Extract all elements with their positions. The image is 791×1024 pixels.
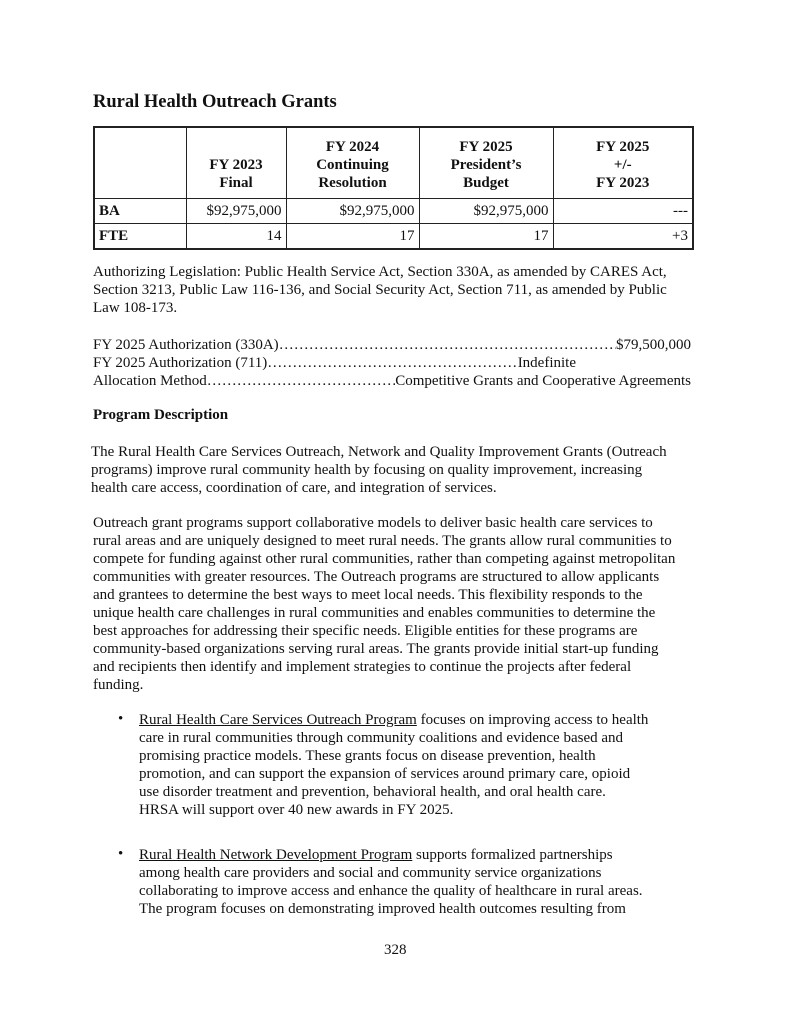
dot-leader bbox=[267, 354, 517, 372]
table-header-row bbox=[94, 127, 693, 199]
text-line: The program focuses on demonstrating improved health outcomes resulting from bbox=[139, 901, 626, 917]
table-cell: $92,975,000 bbox=[186, 199, 286, 224]
authorization-row bbox=[93, 372, 691, 390]
table-cell: 14 bbox=[186, 224, 286, 250]
paragraph-1 bbox=[91, 443, 667, 497]
dot-leader bbox=[207, 372, 396, 390]
authorization-value: Indefinite bbox=[517, 355, 576, 371]
text-line: The Rural Health Care Services Outreach, Network and Quality Improvement Grants (Outreach bbox=[91, 444, 667, 460]
text-line: Authorizing Legislation: Public Health Service Act, Section 330A, as amended by CARES Act, bbox=[93, 264, 667, 280]
text-line: funding. bbox=[93, 677, 144, 693]
text-line: compete for funding against other rural communities, rather than competing against metropolitan bbox=[93, 551, 676, 567]
authorization-value: Competitive Grants and Cooperative Agreements bbox=[395, 373, 691, 389]
dot-leader bbox=[279, 336, 616, 354]
table-header bbox=[94, 127, 186, 199]
authorization-row bbox=[93, 354, 576, 372]
text-line: programs) improve rural community health by focusing on quality improvement, increasing bbox=[91, 462, 643, 478]
bullet-item-outreach bbox=[139, 711, 648, 819]
budget-table bbox=[93, 126, 694, 250]
text-line: Law 108-173. bbox=[93, 300, 178, 316]
page-title: Rural Health Outreach Grants bbox=[93, 92, 337, 112]
paragraph-2 bbox=[93, 514, 675, 694]
text-line: unique health care challenges in rural communities and enables communities to determine the bbox=[93, 605, 656, 621]
text-line: and recipients then identify and implement strategies to continue the projects after federal bbox=[93, 659, 632, 675]
text-line: promising practice models. These grants focus on disease prevention, health bbox=[139, 748, 596, 764]
table-cell: FTE bbox=[94, 224, 186, 250]
text-span: supports formalized partnerships bbox=[412, 847, 613, 863]
table-cell: BA bbox=[94, 199, 186, 224]
text-line: promotion, and can support the expansion of services around primary care, opioid bbox=[139, 766, 631, 782]
text-line: collaborating to improve access and enhance the quality of healthcare in rural areas. bbox=[139, 883, 643, 899]
text-line: and grantees to determine the best ways to meet local needs. This flexibility responds to the bbox=[93, 587, 643, 603]
table-cell: +3 bbox=[553, 224, 693, 250]
text-line: among health care providers and social and community service organizations bbox=[139, 865, 602, 881]
section-heading: Program Description bbox=[93, 407, 229, 423]
table-header: FY 2024 Continuing Resolution bbox=[286, 127, 419, 199]
text-line: best approaches for addressing their specific needs. Eligible entities for these programs are bbox=[93, 623, 638, 639]
table-cell: --- bbox=[553, 199, 693, 224]
text-line bbox=[139, 711, 648, 729]
text-line: Section 3213, Public Law 116-136, and Social Security Act, Section 711, as amended by Public bbox=[93, 282, 667, 298]
page-number: 328 bbox=[384, 942, 407, 958]
table-row bbox=[94, 199, 693, 224]
program-link: Rural Health Network Development Program bbox=[139, 847, 413, 863]
authorization-label: Allocation Method bbox=[93, 373, 207, 389]
text-line: use disorder treatment and prevention, behavioral health, and oral health care. bbox=[139, 784, 606, 800]
bullet-item-network bbox=[139, 846, 643, 918]
table-header: FY 2023 Final bbox=[186, 127, 286, 199]
text-line: community-based organizations serving rural areas. The grants provide initial start-up funding bbox=[93, 641, 659, 657]
bullet-icon: • bbox=[118, 846, 124, 862]
text-line bbox=[139, 846, 643, 864]
table-cell: $92,975,000 bbox=[419, 199, 553, 224]
table-header: FY 2025 +/- FY 2023 bbox=[553, 127, 693, 199]
authorization-label: FY 2025 Authorization (711) bbox=[93, 355, 268, 371]
authorizing-legislation bbox=[93, 263, 697, 317]
table-header: FY 2025 President’s Budget bbox=[419, 127, 553, 199]
text-line: communities with greater resources. The Outreach programs are structured to allow applicants bbox=[93, 569, 660, 585]
authorization-label: FY 2025 Authorization (330A) bbox=[93, 337, 279, 353]
text-line: health care access, coordination of care, and integration of services. bbox=[91, 480, 497, 496]
authorization-row bbox=[93, 336, 691, 354]
program-link: Rural Health Care Services Outreach Program bbox=[139, 712, 417, 728]
bullet-icon: • bbox=[118, 711, 124, 727]
authorization-list bbox=[93, 336, 691, 390]
text-line: HRSA will support over 40 new awards in FY 2025. bbox=[139, 802, 454, 818]
table-cell: $92,975,000 bbox=[286, 199, 419, 224]
table-cell: 17 bbox=[419, 224, 553, 250]
text-line: Outreach grant programs support collaborative models to deliver basic health care services to bbox=[93, 515, 653, 531]
text-line: rural areas and are uniquely designed to meet rural needs. The grants allow rural communities to bbox=[93, 533, 672, 549]
table-cell: 17 bbox=[286, 224, 419, 250]
table-row bbox=[94, 224, 693, 250]
authorization-value: $79,500,000 bbox=[616, 337, 691, 353]
text-line: care in rural communities through community coalitions and evidence based and bbox=[139, 730, 624, 746]
text-span: focuses on improving access to health bbox=[416, 712, 649, 728]
